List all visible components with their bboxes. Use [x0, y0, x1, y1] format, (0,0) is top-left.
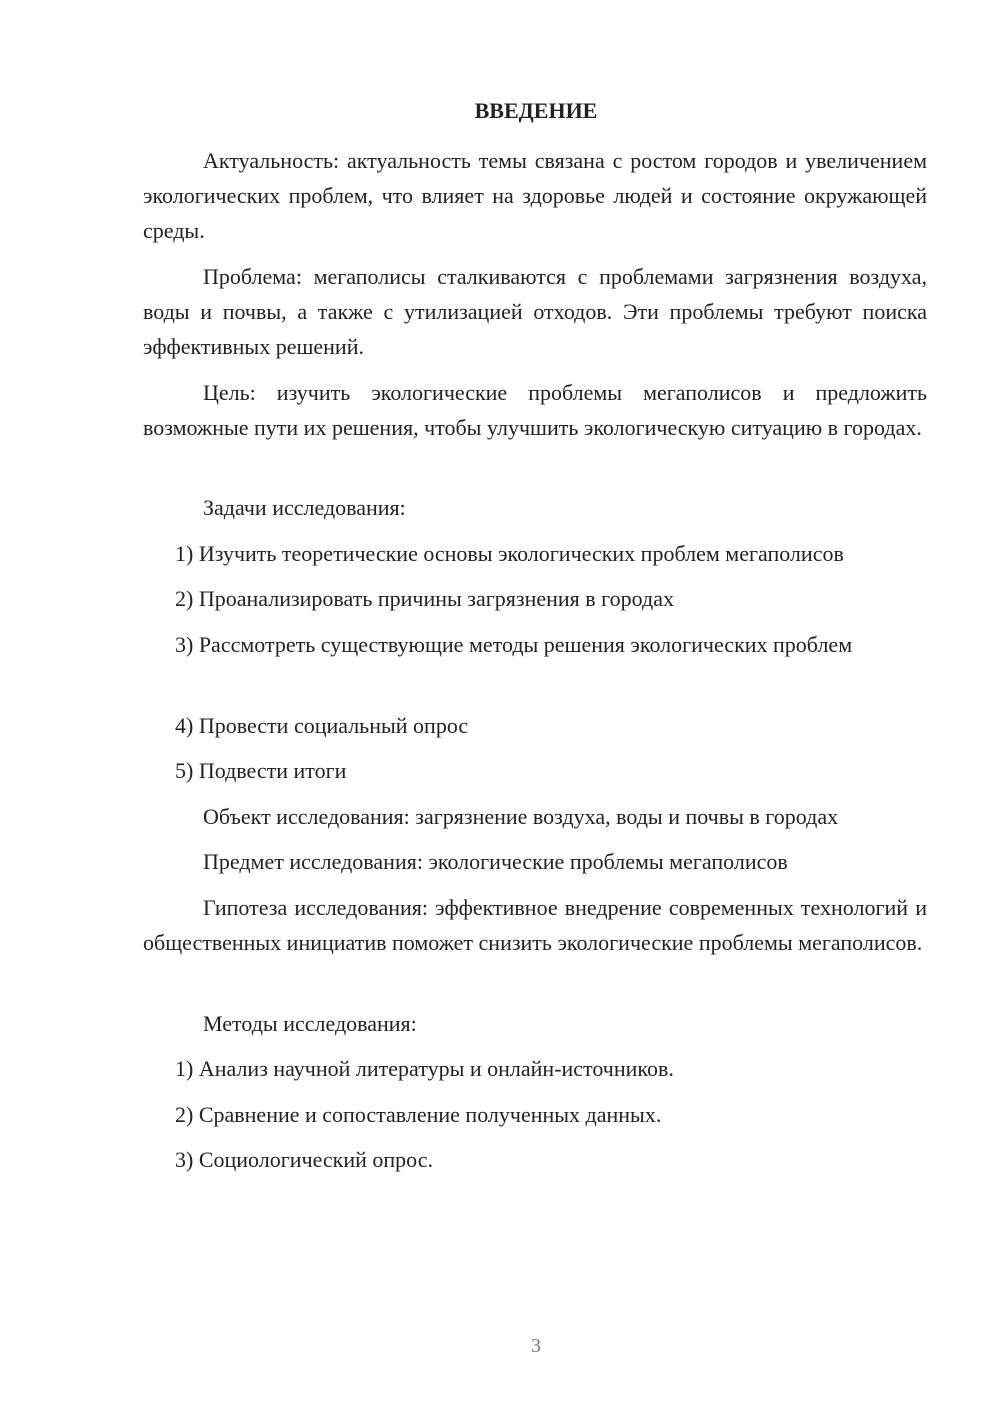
- subject-paragraph: Предмет исследования: экологические проблемы мегаполисов: [203, 849, 788, 874]
- problem-paragraph: Проблема: мегаполисы сталкиваются с проблемами загрязнения воздуха, воды и почвы, а также с утилизацией отходов. Эти проблемы требуют поиска эффективных решений.: [143, 264, 927, 359]
- task-item: 5) Подвести итоги: [175, 758, 347, 783]
- relevance-paragraph: Актуальность: актуальность темы связана с ростом городов и увеличением экологических проблем, что влияет на здоровье людей и состояние окружающей среды.: [143, 148, 927, 243]
- task-item: 4) Провести социальный опрос: [175, 713, 469, 738]
- task-item: 2) Проанализировать причины загрязнения в городах: [175, 586, 674, 611]
- method-item: 1) Анализ научной литературы и онлайн-источников.: [175, 1056, 674, 1081]
- task-item: 3) Рассмотреть существующие методы решения экологических проблем: [175, 632, 853, 657]
- object-paragraph: Объект исследования: загрязнение воздуха, воды и почвы в городах: [203, 804, 839, 829]
- tasks-heading: Задачи исследования:: [203, 495, 406, 520]
- goal-paragraph: Цель: изучить экологические проблемы мегаполисов и предложить возможные пути их решения, чтобы улучшить экологическую ситуацию в городах.: [143, 380, 927, 440]
- task-item: 1) Изучить теоретические основы экологических проблем мегаполисов: [175, 541, 844, 566]
- method-item: 3) Социологический опрос.: [175, 1147, 433, 1172]
- page-number: 3: [531, 1335, 541, 1357]
- hypothesis-paragraph: Гипотеза исследования: эффективное внедрение современных технологий и общественных инициатив поможет снизить экологические проблемы мегаполисов.: [143, 895, 927, 955]
- method-item: 2) Сравнение и сопоставление полученных данных.: [175, 1102, 662, 1127]
- section-heading: ВВЕДЕНИЕ: [474, 98, 598, 123]
- methods-heading: Методы исследования:: [203, 1011, 417, 1036]
